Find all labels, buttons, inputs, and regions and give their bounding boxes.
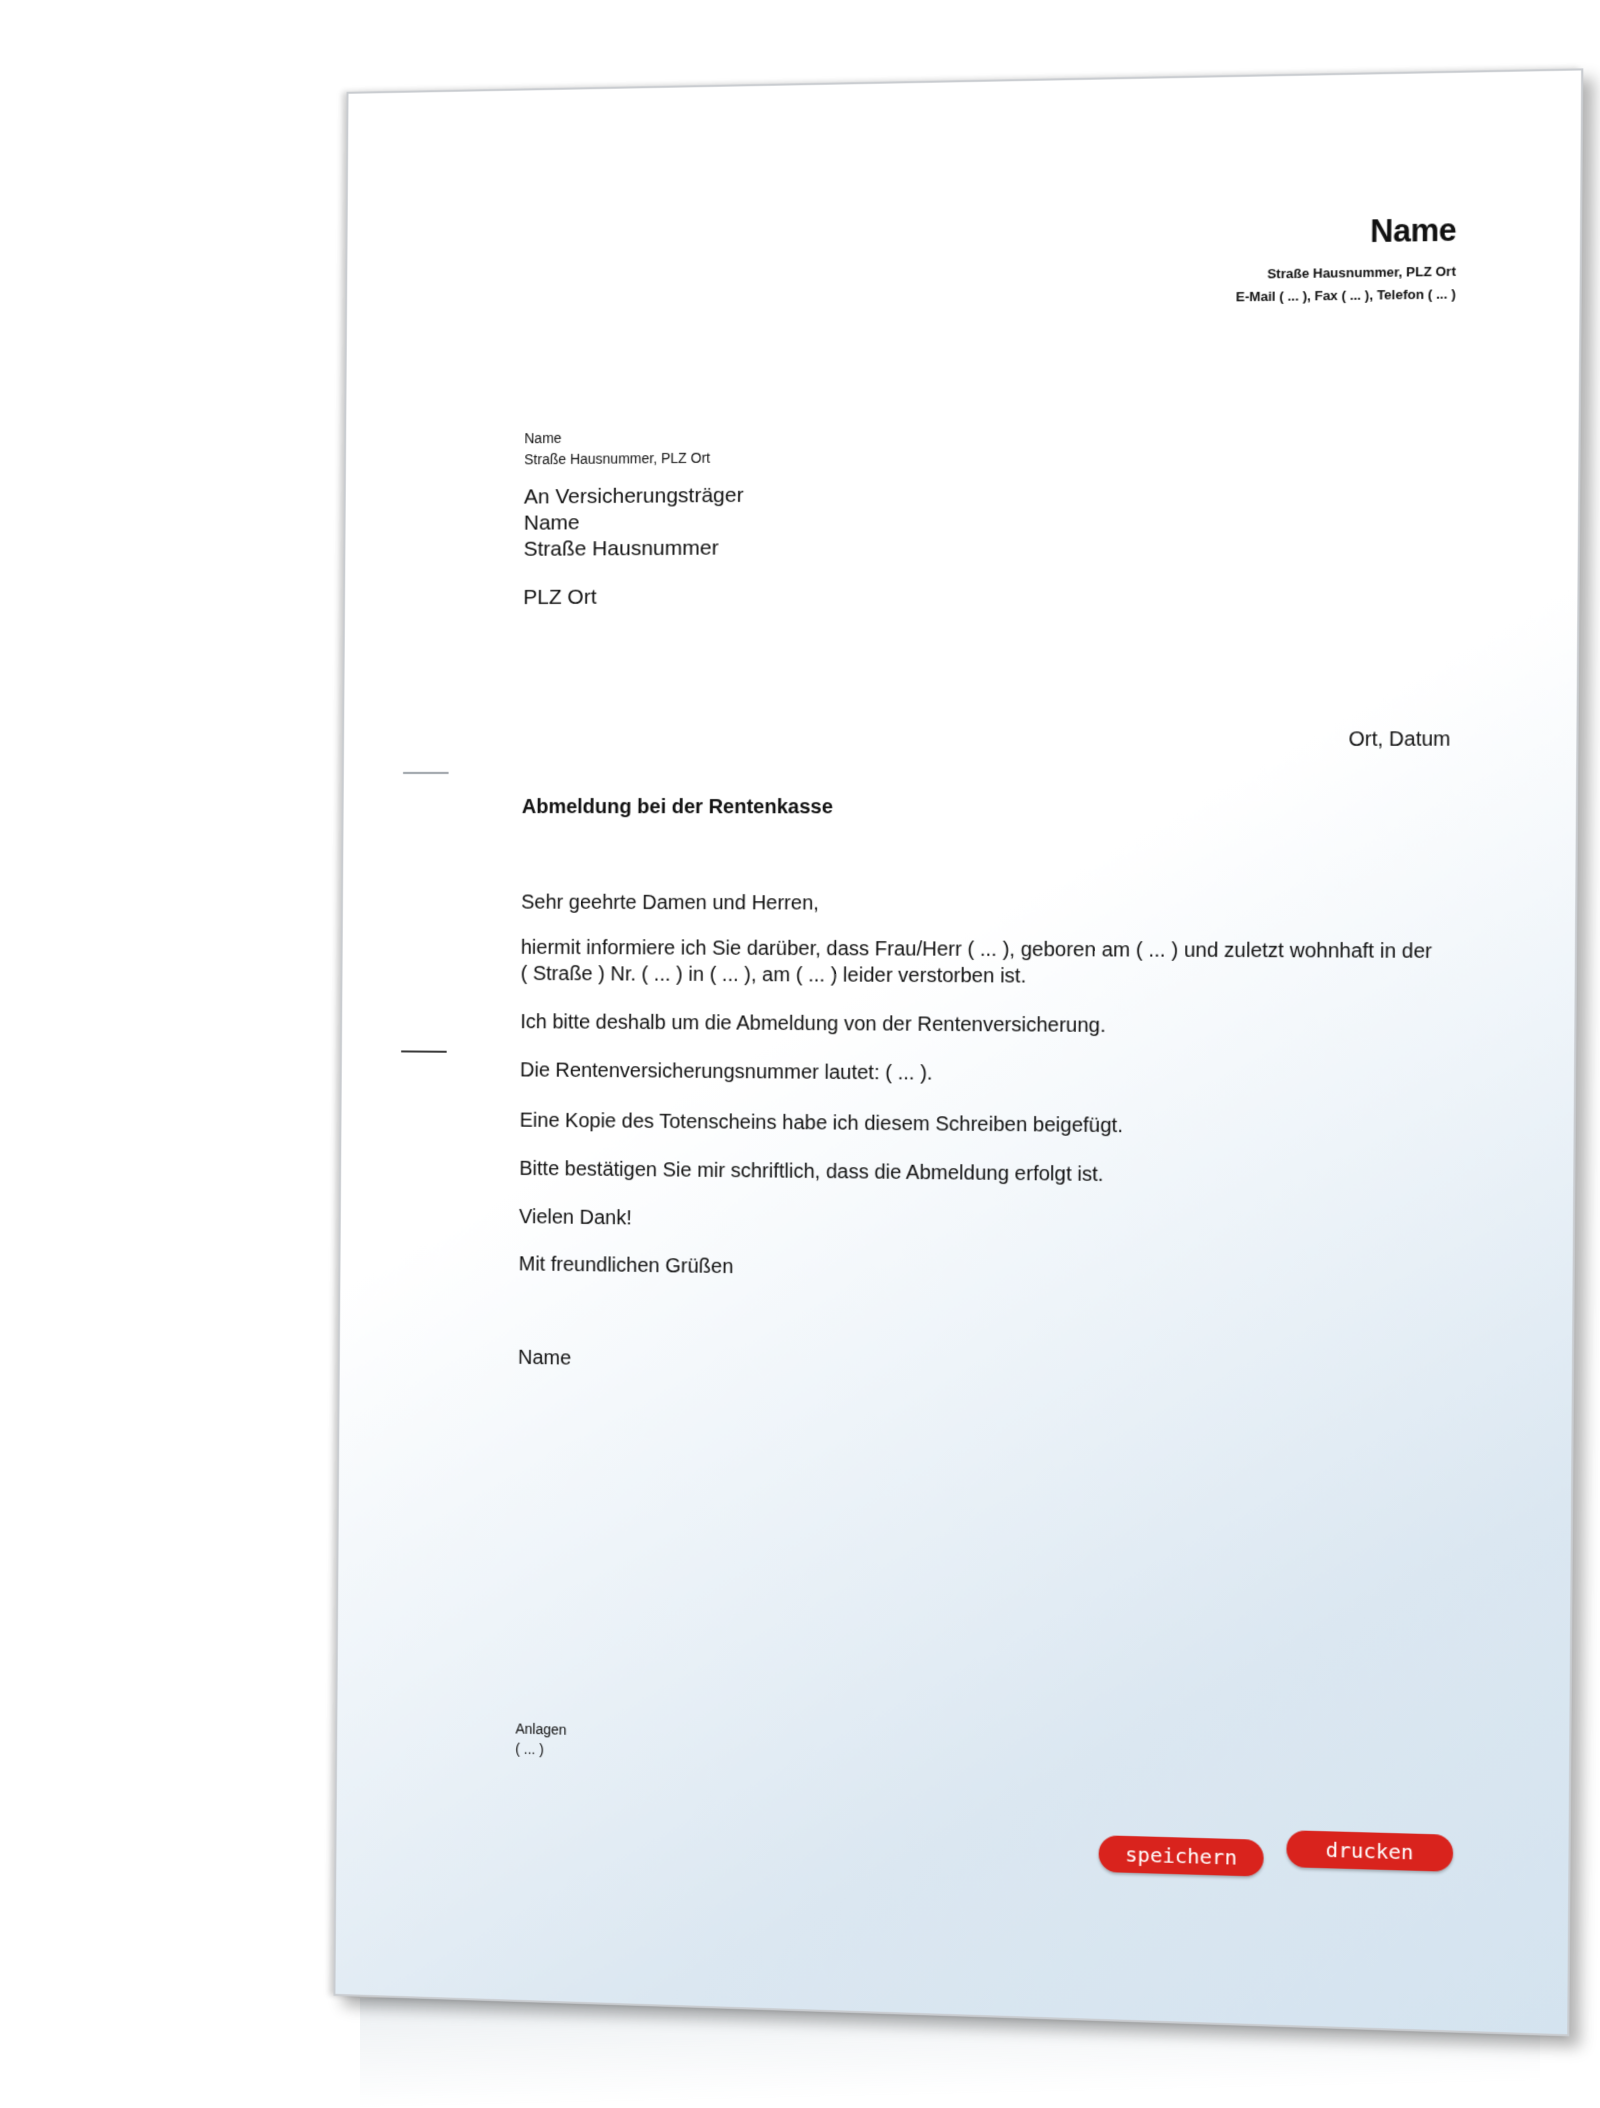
letterhead-name: Name [1370, 211, 1457, 250]
letterhead-address: Straße Hausnummer, PLZ Ort [1267, 263, 1456, 282]
recipient-line-1: An Versicherungsträger [523, 483, 744, 509]
save-button[interactable]: speichern [1099, 1835, 1264, 1876]
return-address-name: Name [524, 429, 562, 447]
letter-page [333, 68, 1583, 2036]
body-para-1-line-2: ( Straße ) Nr. ( ... ) in ( ... ), am ( ... ) leider verstorben ist. [520, 962, 1027, 988]
attachments-value: ( ... ) [515, 1740, 545, 1758]
body-para-1-line-1: hiermit informiere ich Sie darüber, dass Frau/Herr ( ... ), geboren am ( ... ) und zuletzt wohnhaft in der [520, 936, 1433, 963]
punch-mark [401, 1050, 447, 1052]
recipient-line-4: PLZ Ort [523, 585, 597, 610]
print-button[interactable]: drucken [1286, 1830, 1453, 1872]
thanks: Vielen Dank! [518, 1206, 632, 1230]
subject-line: Abmeldung bei der Rentenkasse [521, 796, 834, 819]
attachments-label: Anlagen [515, 1720, 567, 1738]
return-address-street: Straße Hausnummer, PLZ Ort [524, 449, 711, 468]
closing: Mit freundlichen Grüßen [518, 1253, 734, 1279]
body-para-5: Bitte bestätigen Sie mir schriftlich, dass die Abmeldung erfolgt ist. [519, 1157, 1104, 1187]
body-para-3: Die Rentenversicherungsnummer lautet: ( ... ). [519, 1059, 933, 1085]
body-para-4: Eine Kopie des Totenscheins habe ich diesem Schreiben beigefügt. [519, 1109, 1124, 1138]
body-para-2: Ich bitte deshalb um die Abmeldung von der Rentenversicherung. [520, 1011, 1106, 1038]
fold-mark [403, 772, 449, 774]
recipient-line-2: Name [523, 511, 580, 535]
place-date: Ort, Datum [1348, 728, 1451, 751]
salutation: Sehr geehrte Damen und Herren, [521, 891, 819, 915]
recipient-line-3: Straße Hausnummer [523, 536, 719, 561]
letterhead-contact: E-Mail ( ... ), Fax ( ... ), Telefon ( ... ) [1235, 286, 1456, 305]
signature-name: Name [517, 1346, 572, 1370]
